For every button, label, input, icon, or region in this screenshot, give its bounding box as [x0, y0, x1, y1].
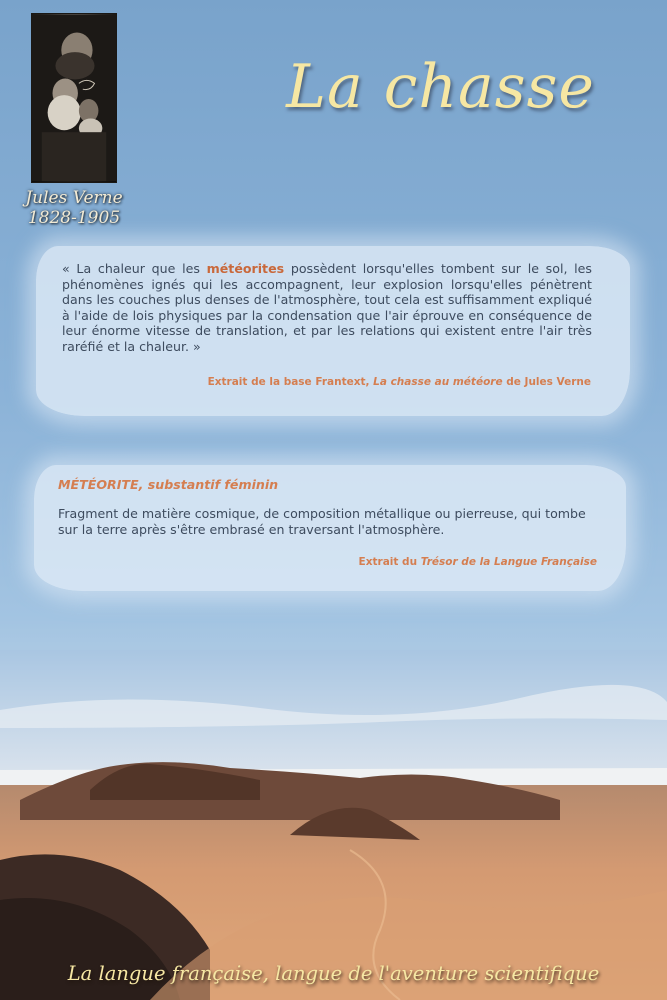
definition-text: Fragment de matière cosmique, de composition métallique ou pierreuse, qui tombe sur la terre après s'être embrasé en traversant l'atmosphère.	[58, 506, 586, 537]
portrait-illustration	[32, 14, 116, 182]
quote-keyword: météorites	[206, 261, 285, 276]
definition-source-work: Trésor de la Langue Française	[420, 556, 597, 568]
definition-heading: MÉTÉORITE, substantif féminin	[58, 477, 279, 492]
quote-rest: possèdent lorsqu'elles tombent sur le sol, les phénomènes ignés qui les accompagnent, leur explosion lorsqu'elles pénètrent dans les couches plus denses de l'atmosphère, tout cela est suffisamment expliqué à l'aide de lois physiques par la condensation que l'air éprouve en conséquence de leur énorme vitesse de translation, et par les relations qui existent entre l'air très raréfié et la chaleur. »	[62, 261, 592, 354]
quote-source-prefix: Extrait de la base Frantext,	[207, 376, 374, 388]
page-title: La chasse	[286, 52, 595, 122]
author-dates: 1828-1905	[27, 208, 121, 228]
quote-text	[62, 261, 592, 355]
desert-landscape-image	[0, 650, 667, 1000]
definition-source-prefix: Extrait du	[358, 556, 421, 568]
quote-source-suffix: de Jules Verne	[502, 376, 591, 388]
definition-source	[359, 556, 597, 568]
quote-source-work: La chasse au météore	[373, 376, 503, 388]
quote-open: « La chaleur que les	[62, 261, 207, 276]
footer-tagline: La langue française, langue de l'aventure scientifique	[67, 962, 600, 985]
author-name: Jules Verne	[25, 188, 123, 208]
author-portrait-image	[31, 13, 117, 183]
quote-source	[208, 376, 591, 388]
landscape-illustration	[0, 650, 667, 1000]
